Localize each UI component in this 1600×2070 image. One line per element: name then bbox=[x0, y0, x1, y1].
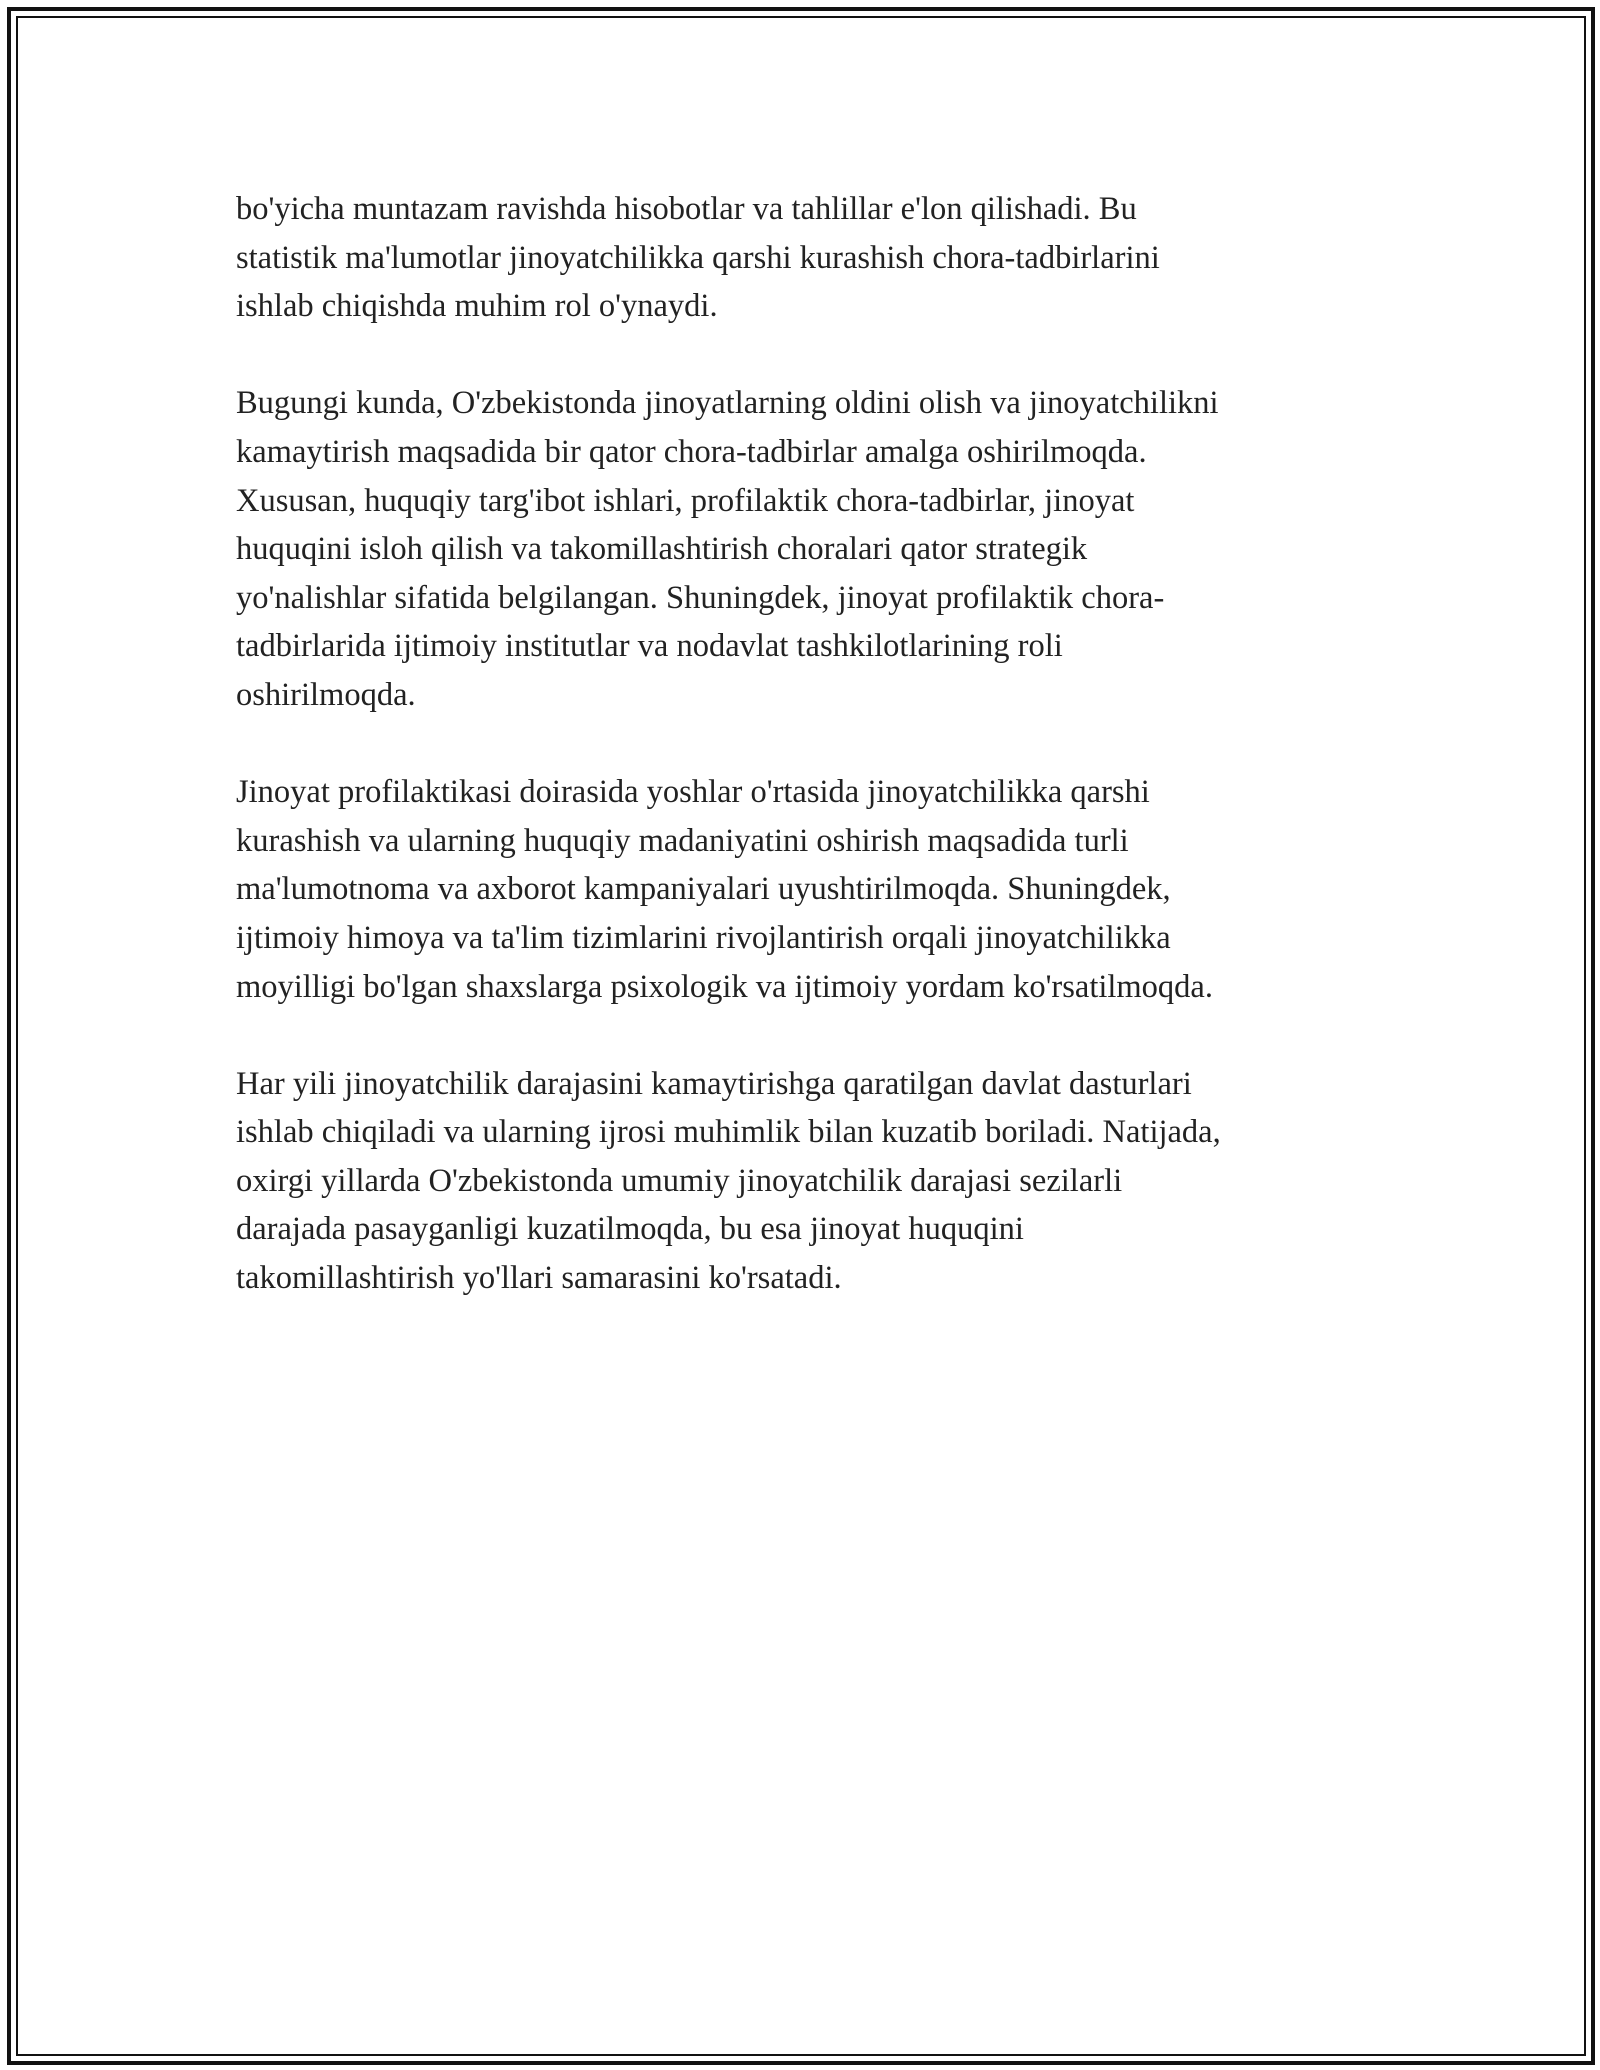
text-line: ma'lumotnoma va axborot kampaniyalari uyushtirilmoqda. Shuningdek, bbox=[236, 871, 1171, 908]
text-line: oxirgi yillarda O'zbekistonda umumiy jinoyatchilik darajasi sezilarli bbox=[236, 1162, 1123, 1199]
text-line: kurashish va ularning huquqiy madaniyatini oshirish maqsadida turli bbox=[236, 822, 1129, 859]
text-line: darajada pasayganligi kuzatilmoqda, bu esa jinoyat huquqini bbox=[236, 1211, 1024, 1248]
paragraph-1 bbox=[236, 185, 1366, 331]
text-line: takomillashtirish yo'llari samarasini ko'rsatadi. bbox=[236, 1260, 842, 1297]
paragraph-3 bbox=[236, 768, 1366, 1011]
text-line: kamaytirish maqsadida bir qator chora-tadbirlar amalga oshirilmoqda. bbox=[236, 433, 1147, 470]
text-line: Har yili jinoyatchilik darajasini kamaytirishga qaratilgan davlat dasturlari bbox=[236, 1065, 1192, 1102]
text-line: Xususan, huquqiy targ'ibot ishlari, profilaktik chora-tadbirlar, jinoyat bbox=[236, 482, 1135, 519]
text-line: ishlab chiqiladi va ularning ijrosi muhimlik bilan kuzatib boriladi. Natijada, bbox=[236, 1114, 1221, 1151]
text-line: huquqini isloh qilish va takomillashtirish choralari qator strategik bbox=[236, 531, 1088, 568]
text-line: ishlab chiqishda muhim rol o'ynaydi. bbox=[236, 288, 718, 325]
text-line: bo'yicha muntazam ravishda hisobotlar va tahlillar e'lon qilishadi. Bu bbox=[236, 191, 1137, 227]
text-line: statistik ma'lumotlar jinoyatchilikka qarshi kurashish chora-tadbirlarini bbox=[236, 239, 1160, 276]
text-line: tadbirlarida ijtimoiy institutlar va nodavlat tashkilotlarining roli bbox=[236, 628, 1063, 665]
paragraph-2 bbox=[236, 379, 1366, 719]
paragraph-4 bbox=[236, 1060, 1366, 1303]
text-line: Bugungi kunda, O'zbekistonda jinoyatlarning oldini olish va jinoyatchilikni bbox=[236, 385, 1219, 422]
text-line: yo'nalishlar sifatida belgilangan. Shuningdek, jinoyat profilaktik chora- bbox=[236, 579, 1165, 616]
text-line: ijtimoiy himoya va ta'lim tizimlarini rivojlantirish orqali jinoyatchilikka bbox=[236, 919, 1171, 956]
document-body bbox=[236, 185, 1366, 1351]
text-line: Jinoyat profilaktikasi doirasida yoshlar o'rtasida jinoyatchilikka qarshi bbox=[236, 774, 1150, 811]
text-line: oshirilmoqda. bbox=[236, 676, 416, 713]
text-line: moyilligi bo'lgan shaxslarga psixologik va ijtimoiy yordam ko'rsatilmoqda. bbox=[236, 968, 1213, 1005]
